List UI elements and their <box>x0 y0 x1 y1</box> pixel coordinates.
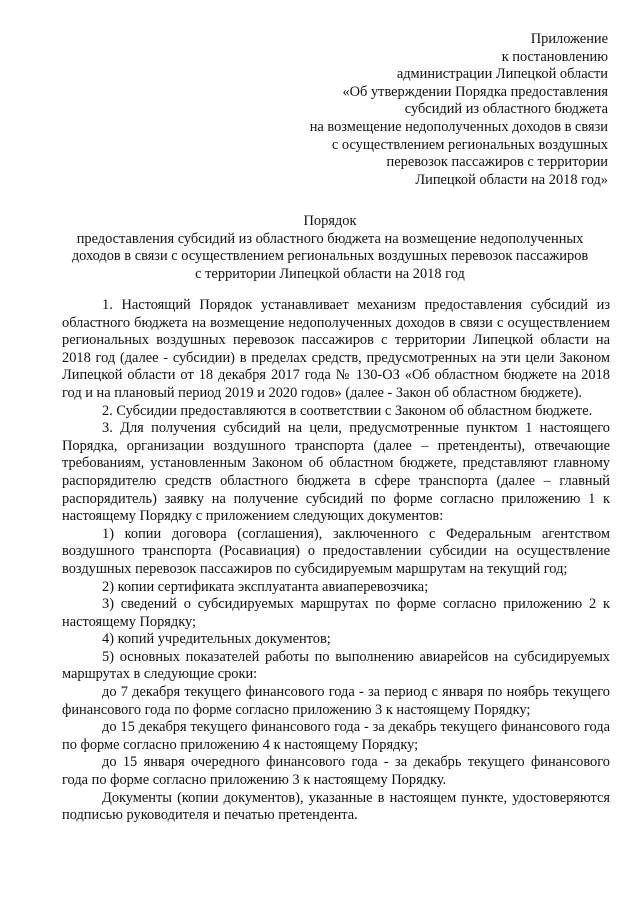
deadline-1: до 7 декабря текущего финансового года - за период с января по ноябрь текущего финансового года по форме согласно приложению 3 к настоящему Порядку; <box>62 684 610 718</box>
title-line: предоставления субсидий из областного бюджета на возмещение недополученных <box>76 230 584 247</box>
paragraph-item-2: 2. Субсидии предоставляются в соответствии с Законом об областном бюджете. <box>102 402 593 419</box>
annex-line: Липецкой области на 2018 год» <box>415 171 608 188</box>
annex-line: администрации Липецкой области <box>396 66 608 83</box>
subitem-3: 3) сведений о субсидируемых маршрутах по форме согласно приложению 2 к настоящему Порядку; <box>62 596 610 630</box>
annex-line: с осуществлением региональных воздушных <box>331 136 608 153</box>
title-heading: Порядок <box>303 213 357 229</box>
subitem-4: 4) копий учредительных документов; <box>102 631 331 648</box>
annex-line: субсидий из областного бюджета <box>404 101 608 118</box>
title-line: с территории Липецкой области на 2018 год <box>195 265 465 282</box>
subitem-2: 2) копии сертификата эксплуатанта авиаперевозчика; <box>102 578 429 595</box>
subitem-1: 1) копии договора (соглашения), заключенного с Федеральным агентством воздушного транспорта (Росавиация) о предоставлении субсидии на осуществление воздушных перевозок пассажиров по субсидируемым маршрутам на текущий год; <box>62 525 610 577</box>
annex-line: перевозок пассажиров с территории <box>386 154 608 171</box>
certification-note: Документы (копии документов), указанные в настоящем пункте, удостоверяются подписью руководителя и печатью претендента. <box>62 789 610 824</box>
deadline-3: до 15 января очередного финансового года - за декабрь текущего финансового года по форме согласно приложению 3 к настоящему Порядку. <box>62 754 610 789</box>
deadline-2: до 15 декабря текущего финансового года - за декабрь текущего финансового года по форме согласно приложению 4 к настоящему Порядку; <box>62 719 610 753</box>
annex-line: к постановлению <box>501 48 608 65</box>
annex-header <box>228 31 608 189</box>
annex-line: «Об утверждении Порядка предоставления <box>342 83 608 100</box>
paragraph-item-3: 3. Для получения субсидий на цели, предусмотренные пунктом 1 настоящего Порядка, организации воздушного транспорта (далее – претенденты), отвечающие требованиям, установленным Законом об областном бюджете, представляют главному распорядителю средств областного бюджета в сфере транспорта (далее – главный распорядитель) заявку на получение субсидий по форме согласно приложению 1 к настоящему Порядку с приложением следующих документов: <box>62 420 610 525</box>
annex-line: Приложение <box>530 31 608 47</box>
subitem-5: 5) основных показателей работы по выполнению авиарейсов на субсидируемых маршрутах в следующие сроки: <box>62 648 610 683</box>
document-body <box>62 297 610 825</box>
title-line: доходов в связи с осуществлением региональных воздушных перевозок пассажиров <box>71 248 589 265</box>
paragraph-item-1: 1. Настоящий Порядок устанавливает механизм предоставления субсидий из областного бюджета на возмещение недополученных доходов в связи с осуществлением региональных воздушных перевозок пассажиров с территории Липецкой области на 2018 год (далее - субсидии) в пределах средств, предусмотренных на эти цели Законом Липецкой области от 18 декабря 2017 года № 130-ОЗ «Об областном бюджете на 2018 год и на плановый период 2019 и 2020 годов» (далее - Закон об областном бюджете). <box>62 297 610 401</box>
document-title <box>40 213 620 283</box>
annex-line: на возмещение недополученных доходов в связи <box>309 118 608 135</box>
